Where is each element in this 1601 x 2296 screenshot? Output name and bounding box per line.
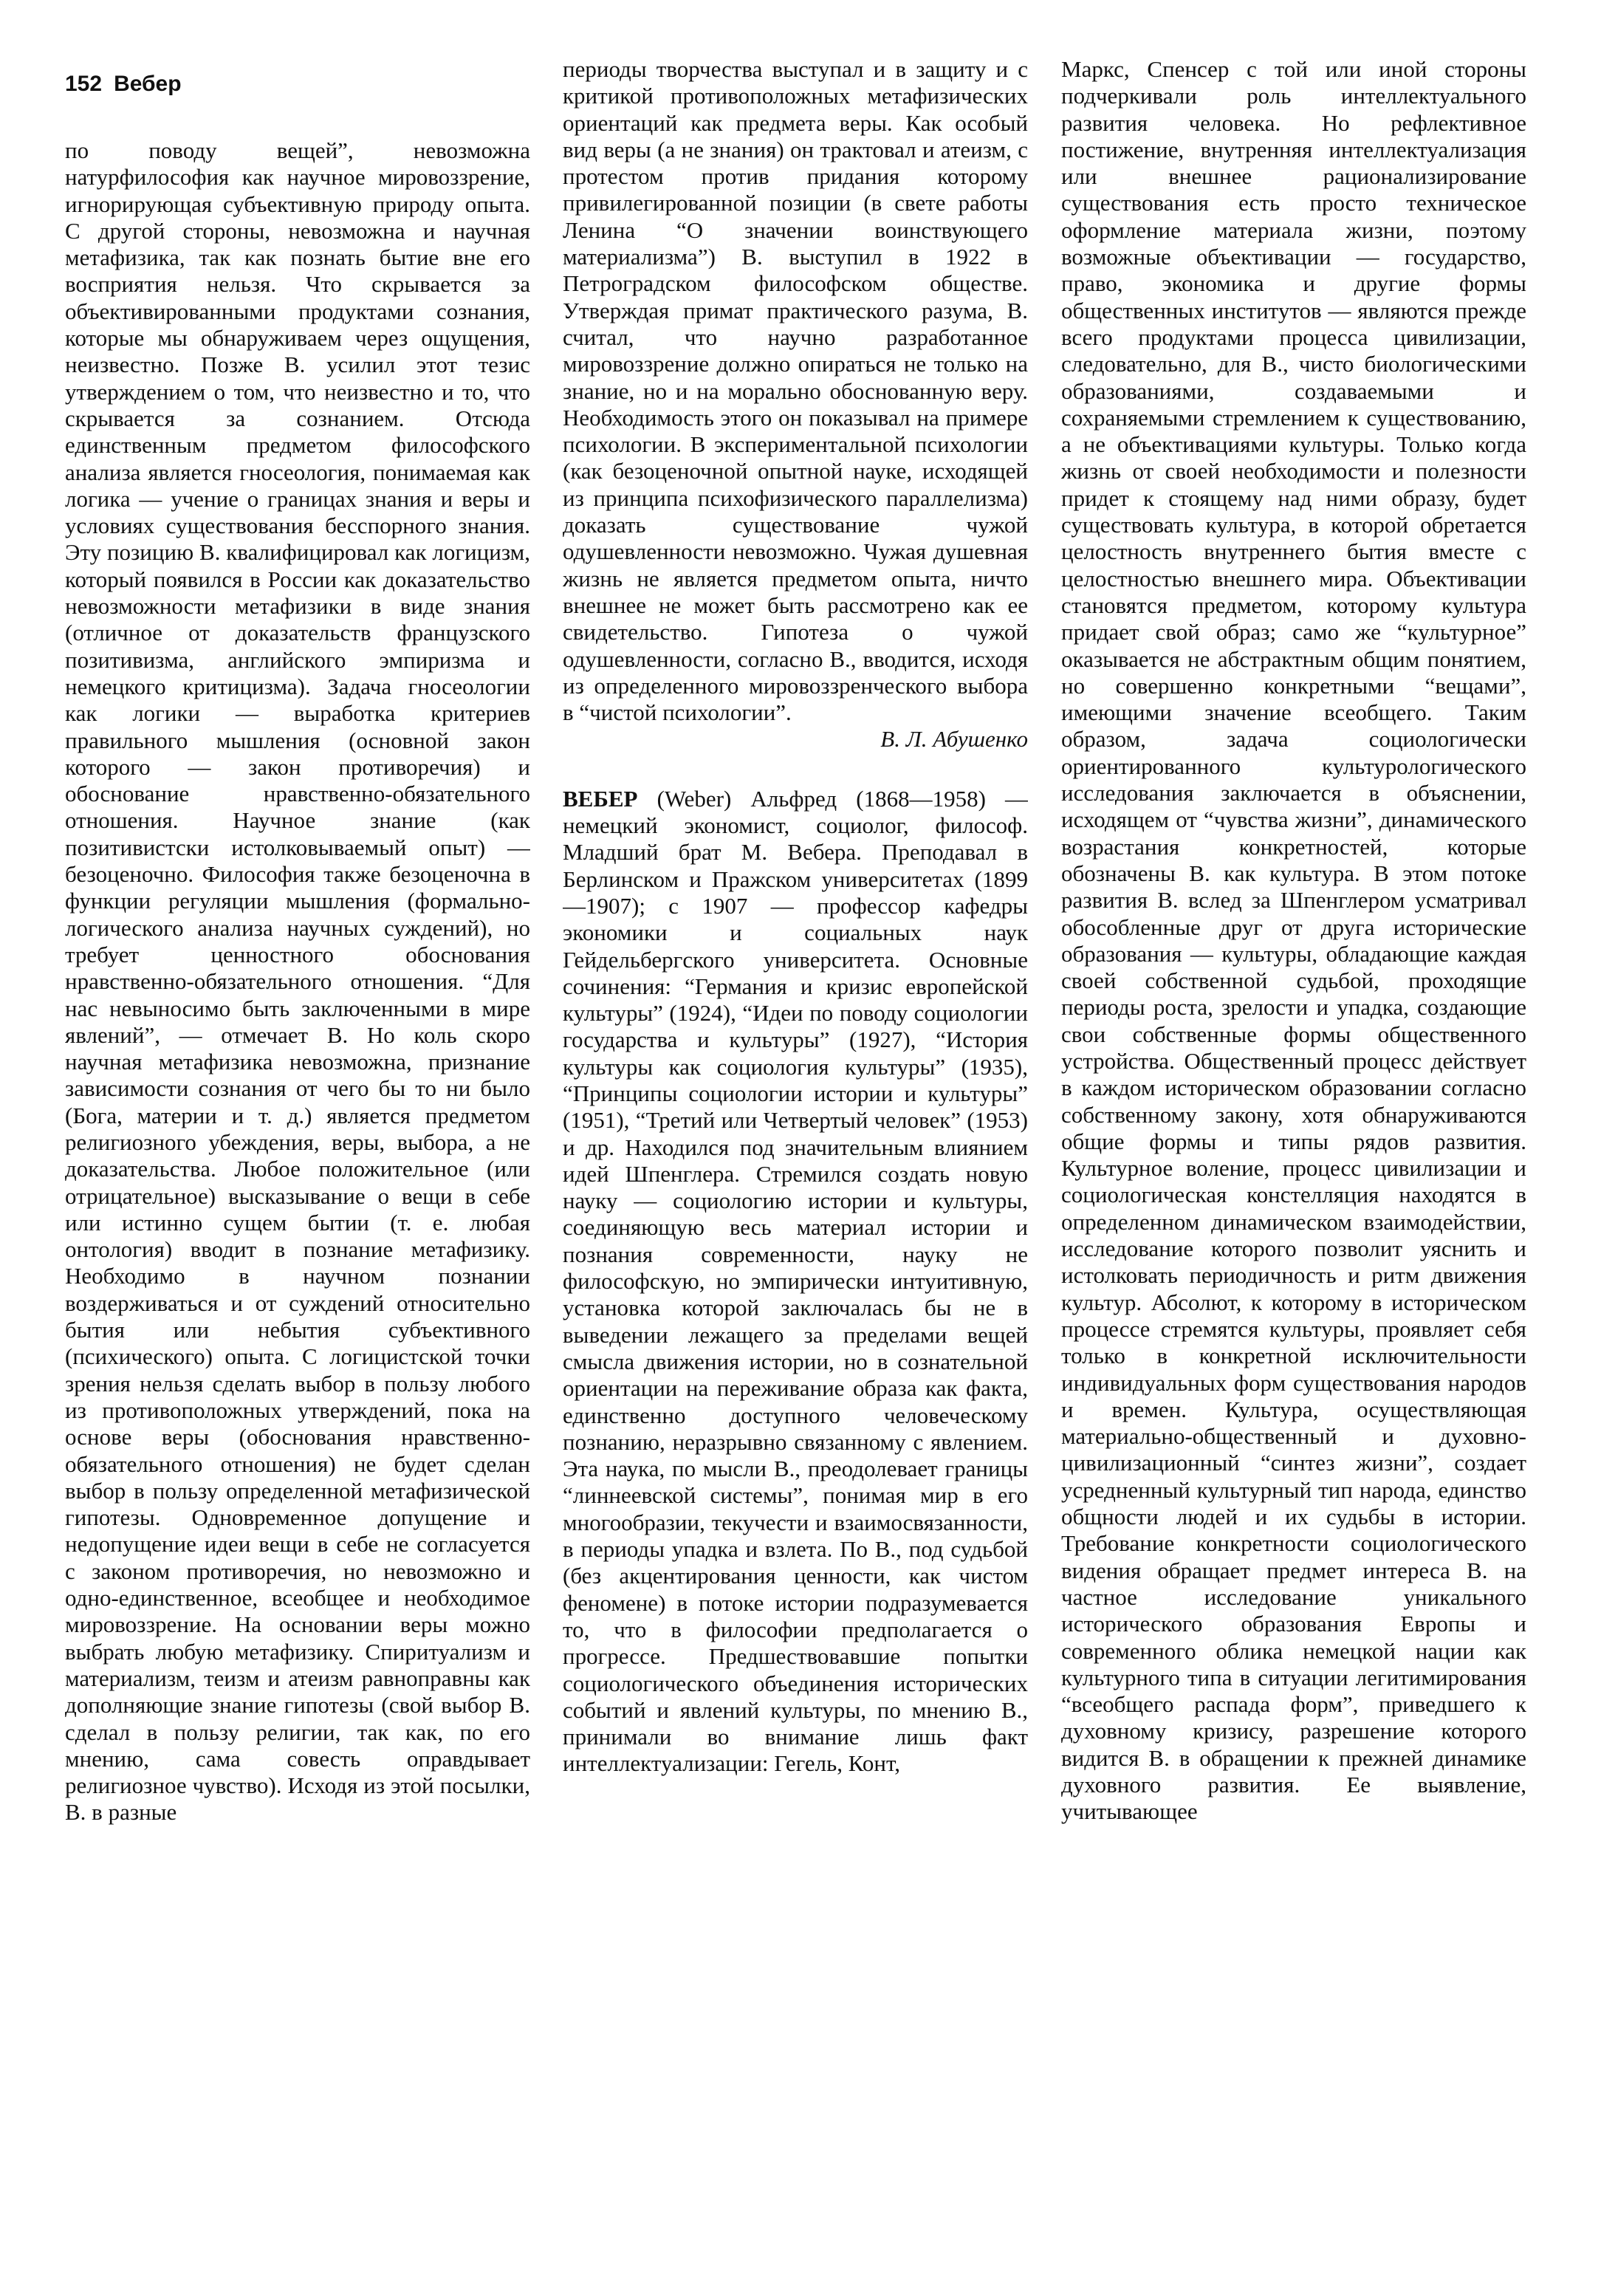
column-2 — [563, 56, 1028, 2272]
column-1 — [65, 137, 530, 2272]
article-continuation-text: периоды творчества выступал и в защиту и с критикой противоположных метафизических ориентаций как предмета веры. Как особый вид веры (а не знания) он трактовал и атеизм, с протестом против придания которому привилегированной позиции (в свете работы Ленина “О значении воинствующего материализма”) В. выступил в 1922 в Петроградском философском обществе. Утверждая примат практического разума, В. считал, что научно разработанное мировоззрение должно опираться не только на знание, но и на морально обоснованную веру. Необходимость этого он показывал на примере психологии. В экспериментальной психологии (как безоценочной опытной науке, исходящей из принципа психофизического параллелизма) доказать существование чужой одушевленности невозможно. Чужая душевная жизнь не является предметом опыта, ничто внешнее не может быть рассмотрено как ее свидетельство. Гипотеза о чужой одушевленности, согласно В., вводится, исходя из определенного мировоззренческого выбора в “чистой психологии”. — [563, 56, 1028, 726]
entry-separator — [563, 753, 1028, 786]
running-title: Вебер — [114, 72, 182, 96]
author-signature: В. Л. Абушенко — [880, 726, 1028, 753]
entry-text: (Weber) Альфред (1868—1958) — немецкий экономист, социолог, философ. Младший брат М. Вебера. Преподавал в Берлинском и Пражском университетах (1899—1907); с 1907 — профессор кафедры экономики и социальных наук Гейдельбергского университета. Основные сочинения: “Германия и кризис европейской культуры” (1924), “Идеи по поводу социологии государства и культуры” (1927), “История культуры как социология культуры” (1935), “Принципы социологии истории и культуры” (1951), “Третий или Четвертый человек” (1953) и др. Находился под значительным влиянием идей Шпенглера. Стремился создать новую науку — социологию истории и культуры, соединяющую весь материал истории и познания современности, науку не философскую, но эмпирически интуитивную, установка которой заключалась бы не в выведении лежащего за пределами вещей смысла движения истории, но в сознательной ориентации на переживание образа как факта, единственно доступного человеческому познанию, неразрывно связанному с явлением. Эта наука, по мысли В., преодолевает границы “линнеевской системы”, понимая мир в его многообразии, текучести и взаимосвязанности, в периоды упадка и взлета. По В., под судьбой (без акцентирования ценности, как чистом феномене) в потоке истории подразумевается то, что в философии предполагается о прогрессе. Предшествовавшие попытки социологического объединения исторических событий и явлений культуры, по мнению В., принимали во внимание лишь факт интеллектуализации: Гегель, Конт, — [563, 785, 1028, 1777]
entry-weber-alfred — [563, 786, 1028, 1778]
entry-headword: ВЕБЕР — [563, 785, 638, 812]
column-3 — [1061, 56, 1526, 2272]
page-number: 152 — [65, 72, 103, 96]
page-header — [65, 62, 193, 106]
column-3-text: Маркс, Спенсер с той или иной стороны подчеркивали роль интеллектуального развития человека. Но рефлективное постижение, внутренняя интеллектуализация или внешнее рационализирование существования есть просто техническое оформление материала жизни, поэтому возможные объективации — государство, право, экономика и другие формы общественных институтов — являются прежде всего продуктами процесса цивилизации, следовательно, для В., чисто биологическими образованиями, создаваемыми и сохраняемыми стремлением к существованию, а не объективациями культуры. Только когда жизнь от своей необходимости и полезности придет к стоящему над ними образу, будет существовать культура, в которой обретается целостность внутреннего бытия вместе с целостностью внешнего мира. Объективации становятся предметом, которому культура придает свой образ; само же “культурное” оказывается не абстрактным общим понятием, но совершенно конкретными “вещами”, имеющими значение всеобщего. Таким образом, задача социологически ориентированного культурологического исследования заключается в объяснении, исходящем от “чувства жизни”, динамического возрастания конкретностей, которые обозначены В. как культура. В этом потоке развития В. вслед за Шпенглером усматривал обособленные друг от друга исторические образования — культуры, обладающие каждая своей собственной судьбой, проходящие периоды роста, зрелости и упадка, создающие свои собственные формы общественного устройства. Общественный процесс действует в каждом историческом образовании согласно собственному закону, хотя обнаруживаются общие формы и типы рядов развития. Культурное воление, процесс цивилизации и социологическая констелляция находятся в определенном динамическом взаимодействии, исследование которого позволит уяснить и истолковать периодичность и ритм движения культур. Абсолют, к которому в историческом процессе стремятся культуры, проявляет себя только в конкретной исключительности индивидуальных форм существования народов и времен. Культура, осуществляющая материально-общественный и духовно-цивилизационный “синтез жизни”, создает усредненный культурный тип народа, единство общности людей и их судьбы в истории. Требование конкретности социологического видения обращает предмет интереса В. на частное исследование уникального исторического образования Европы и современного облика немецкой нации как культурного типа в ситуации легитимирования “всеобщего распада форм”, приведшего к духовному кризису, разрешение которого видится В. в обращении к прежней динамике духовного развития. Ее выявление, учитывающее — [1061, 56, 1526, 1825]
column-1-text: по поводу вещей”, невозможна натурфилософия как научное мировоззрение, игнорирующая субъективную природу опыта. С другой стороны, невозможна и научная метафизика, так как познать бытие вне его восприятия нельзя. Что скрывается за объективированными продуктами сознания, которые мы обнаруживаем через ощущения, неизвестно. Позже В. усилил этот тезис утверждением о том, что неизвестно и то, что скрывается за сознанием. Отсюда единственным предметом философского анализа является гносеология, понимаемая как логика — учение о границах знания и веры и условиях существования бесспорного знания. Эту позицию В. квалифицировал как логицизм, который появился в России как доказательство невозможности метафизики в виде знания (отличное от доказательств французского позитивизма, английского эмпиризма и немецкого критицизма). Задача гносеологии как логики — выработка критериев правильного мышления (основной закон которого — закон противоречия) и обоснование нравственно-обязательного отношения. Научное знание (как позитивистски истолковываемый опыт) — безоценочно. Философия также безоценочна в функции регуляции мышления (формально-логического анализа научных суждений), но требует ценностного обоснования нравственно-обязательного отношения. “Для нас невыносимо быть заключенными в мире явлений”, — отмечает В. Но коль скоро научная метафизика невозможна, признание зависимости сознания от чего бы то ни было (Бога, материи и т. д.) является предметом религиозного убеждения, веры, выбора, а не доказательства. Любое положительное (или отрицательное) высказывание о вещи в себе или истинно сущем бытии (т. е. любая онтология) вводит в познание метафизику. Необходимо в научном познании воздерживаться и от суждений относительно бытия или небытия субъективного (психического) опыта. С логицистской точки зрения нельзя сделать выбор в пользу любого из противоположных утверждений, пока на основе веры (обоснования нравственно-обязательного отношения) не будет сделан выбор в пользу определенной метафизической гипотезы. Одновременное допущение и недопущение идеи вещи в себе не согласуется с законом противоречия, но невозможно и одно-единственное, всеобщее и необходимое мировоззрение. На основании веры можно выбрать любую метафизику. Спиритуализм и материализм, теизм и атеизм равноправны как дополняющие знание гипотезы (свой выбор В. сделал в пользу религии, так как, по его мнению, сама совесть оправдывает религиозное чувство). Исходя из этой посылки, В. в разные — [65, 137, 530, 1826]
